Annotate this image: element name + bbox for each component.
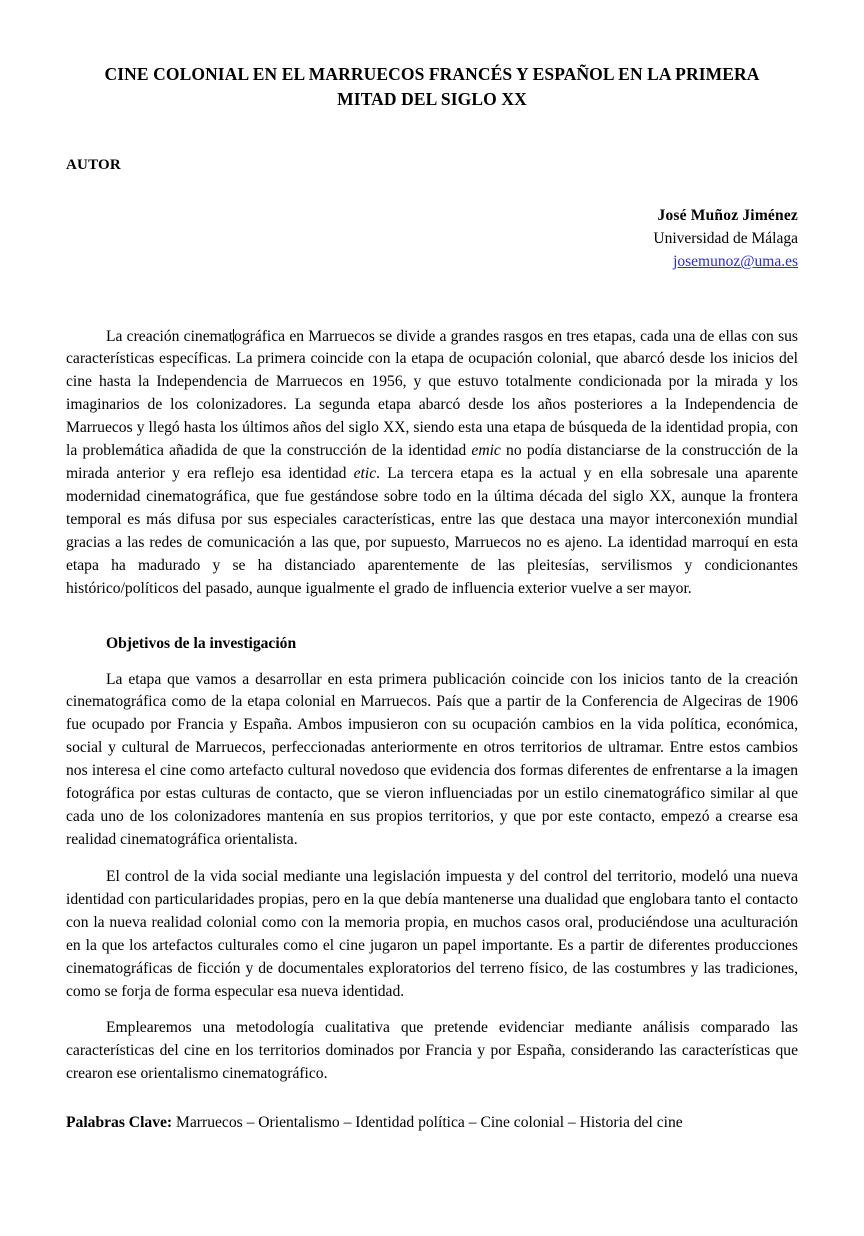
author-section-label: AUTOR [66, 156, 121, 173]
section-heading-objetivos: Objetivos de la investigación [106, 634, 297, 652]
paragraph-2: La etapa que vamos a desarrollar en esta primera publicación coincide con los inicios tanto de la creación cinematográfica como de la etapa colonial en Marruecos. País que a partir de la Conferencia de Algeciras de 1906 fue ocupado por Francia y España. Ambos impusieron con su ocupación cambios en la vida política, económica, social y cultural de Marruecos, perfeccionadas anteriormente en otros territorios de ultramar. Entre estos cambios nos interesa el cine como artefacto cultural novedoso que evidencia dos formas diferentes de enfrentarse a la imagen fotográfica por estas culturas de contacto, que se vieron influenciadas por un estilo cinematográfico similar al que cada uno de los colonizadores mantenía en sus propios territorios, y que por este contacto, empezó a crearse esa realidad cinematográfica orientalista. [66, 670, 798, 849]
paragraph-intro-part1: La creación cinemat [106, 327, 234, 345]
keywords-value: Marruecos – Orientalismo – Identidad política – Cine colonial – Historia del cine [172, 1114, 683, 1132]
paragraph-intro [66, 326, 798, 601]
paragraph-intro-part2: ográfica en Marruecos se divide a grandes rasgos en tres etapas, cada una de ellas con sus características específicas. La primera coincide con la etapa de ocupación colonial, que abarcó desde los inicios del cine hasta la Independencia de Marruecos en 1956, y que estuvo totalmente condicionada por la mirada y los imaginarios de los colonizadores. La segunda etapa abarcó desde los años posteriores a la Independencia de Marruecos y llegó hasta los últimos años del siglo XX, siendo esta una etapa de búsqueda de la identidad propia, con la problemática añadida de que la construcción de la identidad [66, 327, 799, 460]
author-name: José Muñoz Jiménez [657, 206, 798, 224]
keywords-line [66, 1112, 798, 1135]
author-email-link[interactable]: josemunoz@uma.es [673, 253, 798, 271]
term-emic: emic [471, 442, 501, 460]
keywords-label: Palabras Clave: [66, 1114, 173, 1132]
paragraph-3: El control de la vida social mediante una legislación impuesta y del control del territorio, modeló una nueva identidad con particularidades propias, pero en la que debía mantenerse una dualidad que englobara tanto el contacto con la nueva realidad colonial como con la memoria propia, en muchos casos oral, produciéndose una aculturación en la que los artefactos culturales como el cine jugaron un papel importante. Es a partir de diferentes producciones cinematográficas de ficción y de documentales exploratorios del terreno físico, de las costumbres y las tradiciones, como se forja de forma especular esa nueva identidad. [66, 867, 798, 1000]
paragraph-4: Emplearemos una metodología cualitativa que pretende evidenciar mediante análisis comparado las características del cine en los territorios dominados por Francia y por España, considerando las características que crearon ese orientalismo cinematográfico. [66, 1019, 798, 1083]
author-block [66, 204, 798, 274]
term-etic: etic [353, 465, 377, 483]
author-email-line [66, 250, 798, 273]
author-affiliation: Universidad de Málaga [653, 230, 798, 247]
paragraph-intro-part3: no podía distanciarse de la construcción de la mirada anterior y era reflejo esa identidad [66, 442, 798, 483]
paragraph-intro-part4: . La tercera etapa es la actual y en ella sobresale una aparente modernidad cinematográfica, que fue gestándose sobre todo en la última década del siglo XX, aunque la frontera temporal es más difusa por sus especiales características, entre las que destaca una mayor interconexión mundial gracias a las redes de comunicación a las que, por supuesto, Marruecos no es ajeno. La identidad marroquí en esta etapa ha madurado y se ha distanciado aparentemente de las pleitesías, servilismos y condicionantes histórico/políticos del pasado, aunque igualmente el grado de influencia exterior vuelve a ser mayor. [66, 465, 799, 597]
page-title: CINE COLONIAL EN EL MARRUECOS FRANCÉS Y ESPAÑOL EN LA PRIMERA MITAD DEL SIGLO XX [104, 64, 760, 110]
